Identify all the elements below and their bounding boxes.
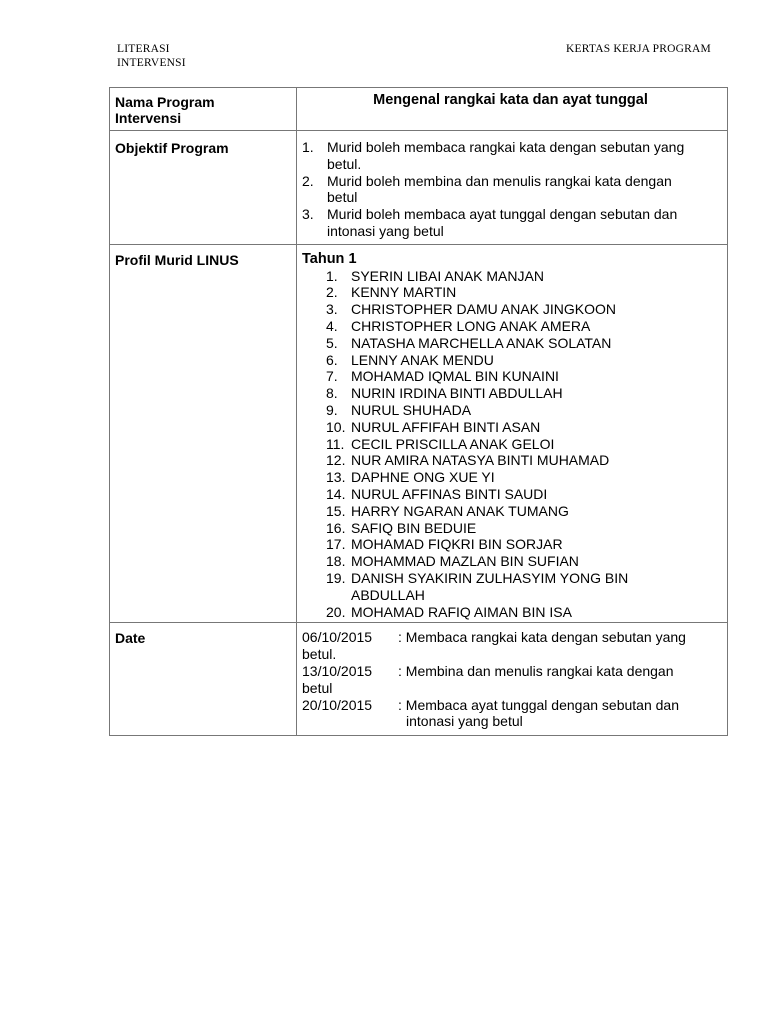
student-item: 3. CHRISTOPHER DAMU ANAK JINGKOON xyxy=(326,301,617,318)
objektif-item: 3. Murid boleh membaca ayat tunggal dengan sebutan dan intonasi yang betul xyxy=(302,206,678,239)
objektif-list xyxy=(302,139,719,240)
date-value: 13/10/2015 xyxy=(302,662,373,679)
row-objektif xyxy=(110,131,728,245)
label-nama-program: Nama Program Intervensi xyxy=(110,88,297,131)
student-item: 1. SYERIN LIBAI ANAK MANJAN xyxy=(326,267,544,284)
header-left xyxy=(117,42,186,70)
date-entry: 20/10/2015 : Membaca ayat tunggal dengan sebutan dan intonasi yang betul xyxy=(302,696,679,730)
header-literasi: LITERASI xyxy=(117,43,170,55)
student-item: 8. NURIN IRDINA BINTI ABDULLAH xyxy=(326,385,563,402)
student-item: 18. MOHAMMAD MAZLAN BIN SUFIAN xyxy=(326,553,579,570)
student-list xyxy=(302,268,719,621)
student-item: 15. HARRY NGARAN ANAK TUMANG xyxy=(326,502,569,519)
row-profil-murid xyxy=(110,244,728,623)
student-item: 5. NATASHA MARCHELLA ANAK SOLATAN xyxy=(326,334,612,351)
student-item: 4. CHRISTOPHER LONG ANAK AMERA xyxy=(326,317,591,334)
header-right: KERTAS KERJA PROGRAM xyxy=(566,43,711,55)
date-value: 20/10/2015 xyxy=(302,696,373,713)
student-item: 14. NURUL AFFINAS BINTI SAUDI xyxy=(326,485,548,502)
row-date xyxy=(110,623,728,736)
label-date: Date xyxy=(110,623,297,736)
student-item: 7. MOHAMAD IQMAL BIN KUNAINI xyxy=(326,368,559,385)
date-cell xyxy=(297,623,728,736)
student-item: 16. SAFIQ BIN BEDUIE xyxy=(326,519,477,536)
profil-cell xyxy=(297,244,728,623)
objektif-list-cell xyxy=(297,131,728,245)
student-item: 11. CECIL PRISCILLA ANAK GELOI xyxy=(326,435,555,452)
label-objektif: Objektif Program xyxy=(110,131,297,245)
student-item: 12. NUR AMIRA NATASYA BINTI MUHAMAD xyxy=(326,452,610,469)
row-nama-program xyxy=(110,88,728,131)
student-item: 2. KENNY MARTIN xyxy=(326,284,457,301)
date-entry: 13/10/2015 : Membina dan menulis rangkai kata dengan betul xyxy=(302,662,674,696)
student-item: 10. NURUL AFFIFAH BINTI ASAN xyxy=(326,418,541,435)
student-item: 20. MOHAMAD RAFIQ AIMAN BIN ISA xyxy=(326,603,572,620)
date-entry: 06/10/2015 : Membaca rangkai kata dengan sebutan yang betul. xyxy=(302,629,686,663)
student-item: 13. DAPHNE ONG XUE YI xyxy=(326,469,495,486)
program-table xyxy=(109,87,728,736)
student-item: 6. LENNY ANAK MENDU xyxy=(326,351,494,368)
tahun-heading: Tahun 1 xyxy=(302,250,357,267)
objektif-item: 1. Murid boleh membaca rangkai kata dengan sebutan yang betul. xyxy=(302,139,685,172)
date-value: 06/10/2015 xyxy=(302,629,373,646)
student-item: 19. DANISH SYAKIRIN ZULHASYIM YONG BIN ABDULLAH xyxy=(326,569,629,603)
student-item: 9. NURUL SHUHADA xyxy=(326,401,472,418)
program-title: Mengenal rangkai kata dan ayat tunggal xyxy=(297,88,728,131)
label-profil-murid: Profil Murid LINUS xyxy=(110,244,297,623)
header-intervensi: INTERVENSI xyxy=(117,57,186,69)
student-item: 17. MOHAMAD FIQKRI BIN SORJAR xyxy=(326,536,563,553)
objektif-item: 2. Murid boleh membina dan menulis rangkai kata dengan betul xyxy=(302,172,672,206)
